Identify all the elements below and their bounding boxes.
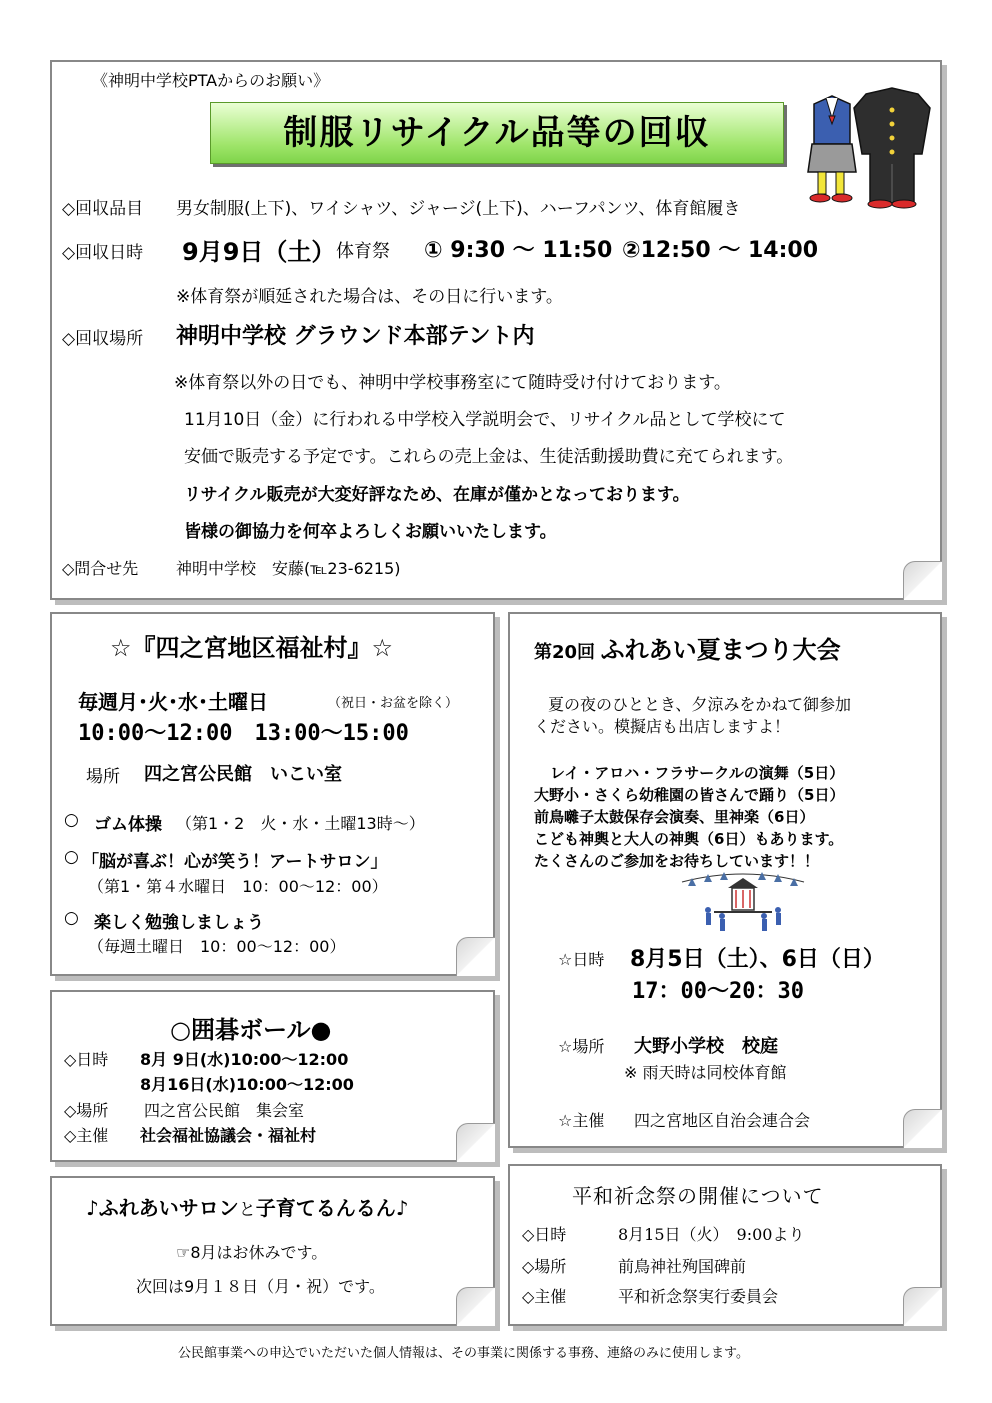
peace-place-value: 前鳥神社殉国碑前 bbox=[618, 1257, 747, 1276]
place-label: ◇回収場所 bbox=[62, 329, 144, 349]
fukushi-hours: 10:00～12:00 13:00～15:00 bbox=[78, 721, 409, 746]
recycle-title: 制服リサイクル品等の回収 bbox=[210, 102, 784, 164]
contact-label: ◇問合せ先 bbox=[62, 559, 139, 578]
note-1: ※体育祭以外の日でも、神明中学校事務室にて随時受け付けております。 bbox=[174, 373, 731, 393]
go-date-2: 8月16日(水)10:00～12:00 bbox=[140, 1075, 354, 1094]
peace-title: 平和祈念祭の開催について bbox=[572, 1184, 824, 1208]
fukushi-village-box bbox=[50, 612, 495, 976]
salon-title-part2: と bbox=[238, 1200, 256, 1220]
go-place-value: 四之宮公民館 集会室 bbox=[144, 1101, 305, 1120]
fukushi-place-label: 場所 bbox=[86, 767, 120, 787]
peace-host-label: ◇主催 bbox=[522, 1287, 567, 1306]
go-host-label: ◇主催 bbox=[64, 1126, 109, 1145]
date-slot-2: ②12:50 ～ 14:00 bbox=[622, 238, 819, 263]
place-value: 神明中学校 グラウンド本部テント内 bbox=[176, 324, 535, 349]
festival-place-value: 大野小学校 校庭 bbox=[634, 1036, 778, 1057]
fukushi-item2-mark: ○ bbox=[64, 847, 79, 867]
note-5: 皆様の御協力を何卒よろしくお願いいたします。 bbox=[184, 522, 557, 542]
festival-host-label: ☆主催 bbox=[558, 1111, 605, 1130]
salon-title bbox=[86, 1192, 409, 1221]
festival-title-main: ふれあい夏まつり大会 bbox=[600, 636, 841, 664]
fukushi-days: 毎週月･火･水･土曜日 bbox=[78, 690, 268, 714]
festival-intro-2: ください。模擬店も出店しますよ！ bbox=[534, 717, 791, 736]
festival-title-prefix: 第20回 bbox=[534, 642, 596, 663]
salon-line-1: ☞8月はお休みです。 bbox=[176, 1243, 328, 1262]
note-2: 11月10日（金）に行われる中学校入学説明会で、リサイクル品として学校にて bbox=[184, 410, 786, 430]
fukushi-item1-name: ゴム体操 bbox=[94, 815, 162, 835]
recycle-header: 《神明中学校PTAからのお願い》 bbox=[92, 71, 330, 90]
items-label: ◇回収品目 bbox=[62, 199, 144, 219]
festival-time-value: 17：00～20：30 bbox=[632, 979, 804, 1004]
festival-place-label: ☆場所 bbox=[558, 1037, 605, 1056]
date-label: ◇回収日時 bbox=[62, 243, 144, 263]
mikoshi-illustration bbox=[678, 868, 808, 932]
go-date-1: 8月 9日(水)10:00～12:00 bbox=[140, 1050, 349, 1069]
recycle-notice-box bbox=[50, 60, 942, 600]
fukushi-days-note: （祝日・お盆を除く） bbox=[328, 696, 459, 711]
uniform-illustration bbox=[804, 84, 934, 214]
festival-date-value: 8月5日（土）、6日（日） bbox=[630, 947, 885, 972]
festival-date-label: ☆日時 bbox=[558, 950, 605, 969]
festival-program-3: 前鳥囃子太鼓保存会演奏、里神楽（6日） bbox=[534, 808, 815, 826]
privacy-footer: 公民館事業への申込でいただいた個人情報は、その事業に関係する事務、連絡のみに使用します。 bbox=[178, 1346, 749, 1361]
fukushi-item3-name: 楽しく勉強しましょう bbox=[94, 913, 264, 933]
salon-title-part3: 子育てるんるん♪ bbox=[255, 1196, 409, 1220]
festival-program-5: たくさんのご参加をお待ちしています！！ bbox=[534, 852, 820, 870]
salon-box bbox=[50, 1176, 495, 1326]
fukushi-item3-detail: （毎週土曜日 10：00～12：00） bbox=[88, 937, 346, 956]
date-note: ※体育祭が順延された場合は、その日に行います。 bbox=[176, 287, 563, 307]
peace-memorial-box bbox=[508, 1164, 942, 1326]
festival-program-4: こども神輿と大人の神輿（6日）もあります。 bbox=[534, 830, 844, 848]
festival-host-value: 四之宮地区自治会連合会 bbox=[634, 1111, 811, 1130]
fukushi-item1-mark: ○ bbox=[64, 810, 79, 830]
fukushi-item2-name: 「脳が喜ぶ！心が笑う！アートサロン」 bbox=[82, 852, 388, 872]
salon-title-part1: ♪ふれあいサロン bbox=[86, 1196, 239, 1220]
go-place-label: ◇場所 bbox=[64, 1101, 109, 1120]
peace-date-value: 8月15日（火） 9:00より bbox=[618, 1225, 805, 1244]
fukushi-item1-detail: （第1・2 火・水・土曜13時～） bbox=[176, 814, 425, 833]
date-event: 体育祭 bbox=[336, 241, 390, 262]
fukushi-place-value: 四之宮公民館 いこい室 bbox=[144, 764, 342, 785]
go-host-value: 社会福祉協議会・福祉村 bbox=[140, 1126, 317, 1145]
peace-date-label: ◇日時 bbox=[522, 1225, 567, 1244]
go-ball-box bbox=[50, 990, 495, 1162]
summer-festival-box bbox=[508, 612, 942, 1148]
date-slot-1: ① 9:30 ～ 11:50 bbox=[424, 238, 613, 263]
festival-title bbox=[534, 630, 841, 665]
go-date-label: ◇日時 bbox=[64, 1050, 109, 1069]
note-3: 安価で販売する予定です。これらの売上金は、生徒活動援助費に充てられます。 bbox=[184, 447, 794, 467]
festival-place-note: ※ 雨天時は同校体育館 bbox=[624, 1063, 787, 1082]
date-value: 9月9日（土） bbox=[182, 238, 336, 266]
note-4: リサイクル販売が大変好評なため、在庫が僅かとなっております。 bbox=[184, 485, 690, 505]
fukushi-title: ☆『四之宮地区福祉村』☆ bbox=[110, 634, 394, 662]
peace-place-label: ◇場所 bbox=[522, 1257, 567, 1276]
fukushi-item2-detail: （第1・第４水曜日 10：00～12：00） bbox=[88, 877, 388, 896]
festival-program-2: 大野小・さくら幼稚園の皆さんで踊り（5日） bbox=[534, 786, 845, 804]
salon-line-2: 次回は9月１８日（月・祝）です。 bbox=[136, 1277, 385, 1296]
festival-program-1: レイ・アロハ・フラサークルの演舞（5日） bbox=[550, 764, 845, 782]
items-value: 男女制服(上下)、ワイシャツ、ジャージ(上下)、ハーフパンツ、体育館履き bbox=[176, 199, 741, 219]
go-title: ○囲碁ボール● bbox=[170, 1016, 332, 1044]
peace-host-value: 平和祈念祭実行委員会 bbox=[618, 1287, 779, 1306]
contact-value: 神明中学校 安藤(℡23-6215) bbox=[176, 559, 401, 578]
fukushi-item3-mark: ○ bbox=[64, 908, 79, 928]
festival-intro-1: 夏の夜のひととき、夕涼みをかねて御参加 bbox=[548, 695, 851, 714]
